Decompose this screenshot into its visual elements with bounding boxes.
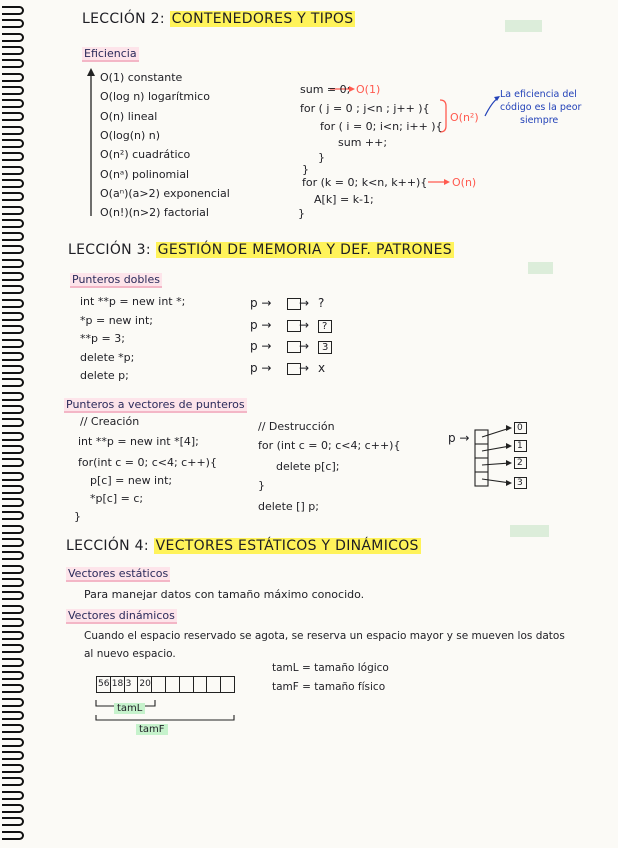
vector-value: 2	[517, 458, 523, 468]
code-line: for ( i = 0; i<n; i++ ){	[320, 120, 443, 133]
lesson3-title-text: GESTIÓN DE MEMORIA Y DEF. PATRONES	[157, 242, 452, 258]
code-line: p[c] = new int;	[90, 474, 173, 487]
code-line: }	[298, 207, 305, 220]
cell-value: 20	[139, 679, 151, 689]
diagram-value: x	[318, 360, 326, 375]
complexity-item: O(log(n) n)	[100, 128, 161, 142]
diagram-value: 3	[322, 342, 329, 353]
vector-value: 3	[517, 478, 523, 488]
code-line: for (int c = 0; c<4; c++){	[258, 439, 401, 452]
code-line: *p[c] = c;	[90, 492, 144, 505]
lesson3-title-prefix: LECCIÓN 3	[68, 242, 146, 258]
code-line: for ( j = 0 ; j<n ; j++ ){	[300, 102, 430, 115]
complexity-item: O(aⁿ)(a>2) exponencial	[100, 186, 230, 200]
code-line: }	[302, 163, 309, 176]
code-line: delete *p;	[80, 350, 135, 364]
efficiency-heading: Eficiencia	[84, 47, 137, 60]
code-line: sum = 0;	[300, 83, 351, 96]
dynamic-vectors-heading: Vectores dinámicos	[68, 609, 175, 622]
dynamic-vectors-text-1: Cuando el espacio reservado se agota, se reserva un espacio mayor y se mueven los datos	[84, 630, 565, 642]
static-vectors-text: Para manejar datos con tamaño máximo conocido.	[84, 588, 365, 601]
code-line: delete p[c];	[276, 460, 340, 473]
tamf-label: tamF	[136, 723, 168, 736]
code-line: // Creación	[80, 415, 140, 428]
complexity-item: O(nᵃ) polinomial	[100, 167, 190, 181]
arrow-icon: →	[299, 296, 310, 310]
vector-value: 1	[517, 441, 523, 451]
on2-label: O(n²)	[450, 111, 479, 124]
note-line: código es la peor	[500, 102, 582, 113]
diagram-value: ?	[318, 296, 325, 310]
double-pointers-heading: Punteros dobles	[72, 273, 160, 286]
diagram-pointer: p →	[250, 317, 272, 332]
o1-label: O(1)	[356, 83, 381, 96]
tamf-legend: tamF = tamaño físico	[272, 681, 386, 693]
code-line: int **p = new int *;	[80, 295, 186, 308]
code-line: }	[74, 510, 81, 523]
code-line: delete p;	[80, 369, 129, 382]
lesson2-title-text: CONTENEDORES Y TIPOS	[171, 11, 354, 27]
lesson2-title-prefix: LECCIÓN 2	[82, 11, 160, 27]
code-line: for(int c = 0; c<4; c++){	[78, 456, 217, 469]
lesson2-title-sep: :	[159, 11, 165, 27]
code-line: A[k] = k-1;	[314, 193, 374, 206]
vector-value: 0	[517, 423, 523, 433]
complexity-item: O(n!)(n>2) factorial	[100, 206, 209, 220]
lesson3-title-sep: :	[145, 242, 151, 258]
code-line: }	[258, 479, 265, 492]
code-line: // Destrucción	[258, 420, 335, 433]
lesson4-title-text: VECTORES ESTÁTICOS Y DINÁMICOS	[155, 538, 419, 554]
complexity-item: O(log n) logarítmico	[100, 90, 210, 104]
note-line: siempre	[520, 115, 559, 126]
complexity-item: O(n²) cuadrático	[100, 148, 191, 162]
on-label: O(n)	[452, 176, 477, 189]
code-line: sum ++;	[338, 136, 388, 149]
pointer-vectors-heading: Punteros a vectores de punteros	[66, 398, 245, 411]
cell-value: 3	[125, 679, 132, 689]
lesson4-title-sep: :	[143, 538, 149, 554]
arrow-icon: →	[299, 339, 310, 353]
code-line: *p = new int;	[80, 313, 153, 327]
complexity-item: O(1) constante	[100, 71, 183, 84]
diagram-pointer: p →	[250, 296, 272, 310]
complexity-item: O(n) lineal	[100, 109, 158, 123]
cell-value: 18	[111, 679, 124, 689]
diagram-value: ?	[322, 320, 328, 332]
code-line: int **p = new int *[4];	[78, 435, 199, 448]
taml-legend: tamL = tamaño lógico	[272, 662, 389, 674]
diagram-pointer: p →	[250, 360, 272, 375]
diagram-pointer: p →	[250, 339, 272, 353]
note-line: La eficiencia del	[500, 89, 577, 100]
static-vectors-heading: Vectores estáticos	[68, 567, 169, 580]
lesson4-title-prefix: LECCIÓN 4	[66, 538, 144, 554]
code-line: delete [] p;	[258, 500, 319, 513]
code-line: **p = 3;	[80, 332, 125, 345]
code-line: for (k = 0; k<n, k++){	[302, 176, 428, 189]
taml-label: tamL	[114, 702, 145, 715]
dynamic-vectors-text-2: al nuevo espacio.	[84, 648, 176, 660]
arrow-icon: →	[299, 317, 310, 332]
pointer-vector-label: p →	[448, 431, 470, 445]
cell-value: 56	[98, 679, 110, 689]
code-line: }	[318, 151, 325, 164]
arrow-icon: →	[299, 360, 310, 375]
